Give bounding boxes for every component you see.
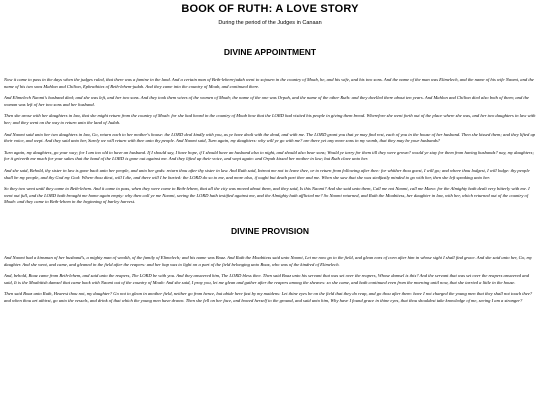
page-title: BOOK OF RUTH: A LOVE STORY [181,3,359,15]
paragraph: And Naomi had a kinsman of her husband's, a mighty man of wealth, of the family of Elimelech; and his name was Boaz. And Ruth the Moabitess said unto Naomi, Let me now go to the field, and glean ears of corn after him in whose sight I shall find grace. And she said unto her, Go, my daughter. And she went, and came, and gleaned in the field after the reapers: and her hap was to light on a part of the field belonging unto Boaz, who was of the kindred of Elimelech. [4,254,532,267]
paragraph: Then said Boaz unto Ruth, Hearest thou not, my daughter? Go not to glean in another field, neither go from hence, but abide here fast by my maidens: Let thine eyes be on the field that they do reap, and go thou after them: have I not charged the young men that they shall not touch thee? and when thou art athirst, go unto the vessels, and drink of that which the young men have drawn. Then she fell on her face, and bowed herself to the ground, and said unto him, Why have I found grace in thine eyes, that thou shouldest take knowledge of me, seeing I am a stranger? [4,291,533,303]
paragraph: Then she arose with her daughters in law, that she might return from the country of Moab: for she had heard in the country of Moab how that the LORD had visited his people in giving them bread. Wherefore she went forth out of the place where she was, and her two daughters in law with her; and they went on the way to return unto the land of Judah. [4,113,536,125]
paragraph: And she said, Behold, thy sister in law is gone back unto her people, and unto her gods: return thou after thy sister in law. And Ruth said, Intreat me not to leave thee, or to return from following after thee: for whither thou goest, I will go; and where thou lodgest, I will lodge: thy people shall be my people, and thy God my God: Where thou diest, will I die, and there will I be buried: the LORD do so to me, and more also, if ought but death part thee and me. When she saw that she was stedfastly minded to go with her, then she left speaking unto her. [4,167,530,180]
section-divine-appointment [0,47,540,206]
paragraph: And Naomi said unto her two daughters in law, Go, return each to her mother's house: the LORD deal kindly with you, as ye have dealt with the dead, and with me. The LORD grant you that ye may find rest, each of you in the house of her husband. Then she kissed them; and they lifted up their voice, and wept. And they said unto her, Surely we will return with thee unto thy people. And Naomi said, Turn again, my daughters: why will ye go with me? are there yet any more sons in my womb, that they may be your husbands? [4,131,536,144]
paragraph: So they two went until they came to Beth-lehem. And it came to pass, when they were come to Beth-lehem, that all the city was moved about them, and they said, Is this Naomi? And she said unto them, Call me not Naomi, call me Mara: for the Almighty hath dealt very bitterly with me. I went out full, and the LORD hath brought me home again empty: why then call ye me Naomi, seeing the LORD hath testified against me, and the Almighty hath afflicted me? So Naomi returned, and Ruth the Moabitess, her daughter in law, with her, which returned out of the country of Moab: and they came to Beth-lehem in the beginning of barley harvest. [4,186,530,205]
paragraph: Now it came to pass in the days when the judges ruled, that there was a famine in the land. And a certain man of Beth-lehem-judah went to sojourn in the country of Moab, he, and his wife, and his two sons. And the name of the man was Elimelech, and the name of his wife Naomi, and the name of his two sons Mahlon and Chilion, Ephrathites of Beth-lehem-judah. And they came into the country of Moab, and continued there. [4,77,534,89]
paragraph: And Elimelech Naomi's husband died; and she was left, and her two sons. And they took them wives of the women of Moab; the name of the one was Orpah, and the name of the other Ruth: and they dwelled there about ten years. And Mahlon and Chilion died also both of them; and the woman was left of her two sons and her husband. [4,95,530,107]
page-subtitle: During the period of the Judges in Canaan [218,20,322,26]
section-heading: DIVINE APPOINTMENT [223,47,317,57]
paragraph: Turn again, my daughters, go your way; for I am too old to have an husband. If I should say, I have hope, if I should have an husband also to night, and should also bear sons; Would ye tarry for them till they were grown? would ye stay for them from having husbands? nay, my daughters; for it grieveth me much for your sakes that the hand of the LORD is gone out against me. And they lifted up their voice, and wept again: and Orpah kissed her mother in law; but Ruth clave unto her. [4,149,534,162]
paragraph: And, behold, Boaz came from Beth-lehem, and said unto the reapers, The LORD be with you. And they answered him, The LORD bless thee. Then said Boaz unto his servant that was set over the reapers, Whose damsel is this? And the servant that was set over the reapers answered and said, It is the Moabitish damsel that came back with Naomi out of the country of Moab: And she said, I pray you, let me glean and gather after the reapers among the sheaves: so she came, and hath continued even from the morning until now, that she tarried a little in the house. [4,273,529,285]
section-divine-provision [0,226,540,305]
section-heading: DIVINE PROVISION [231,225,309,236]
